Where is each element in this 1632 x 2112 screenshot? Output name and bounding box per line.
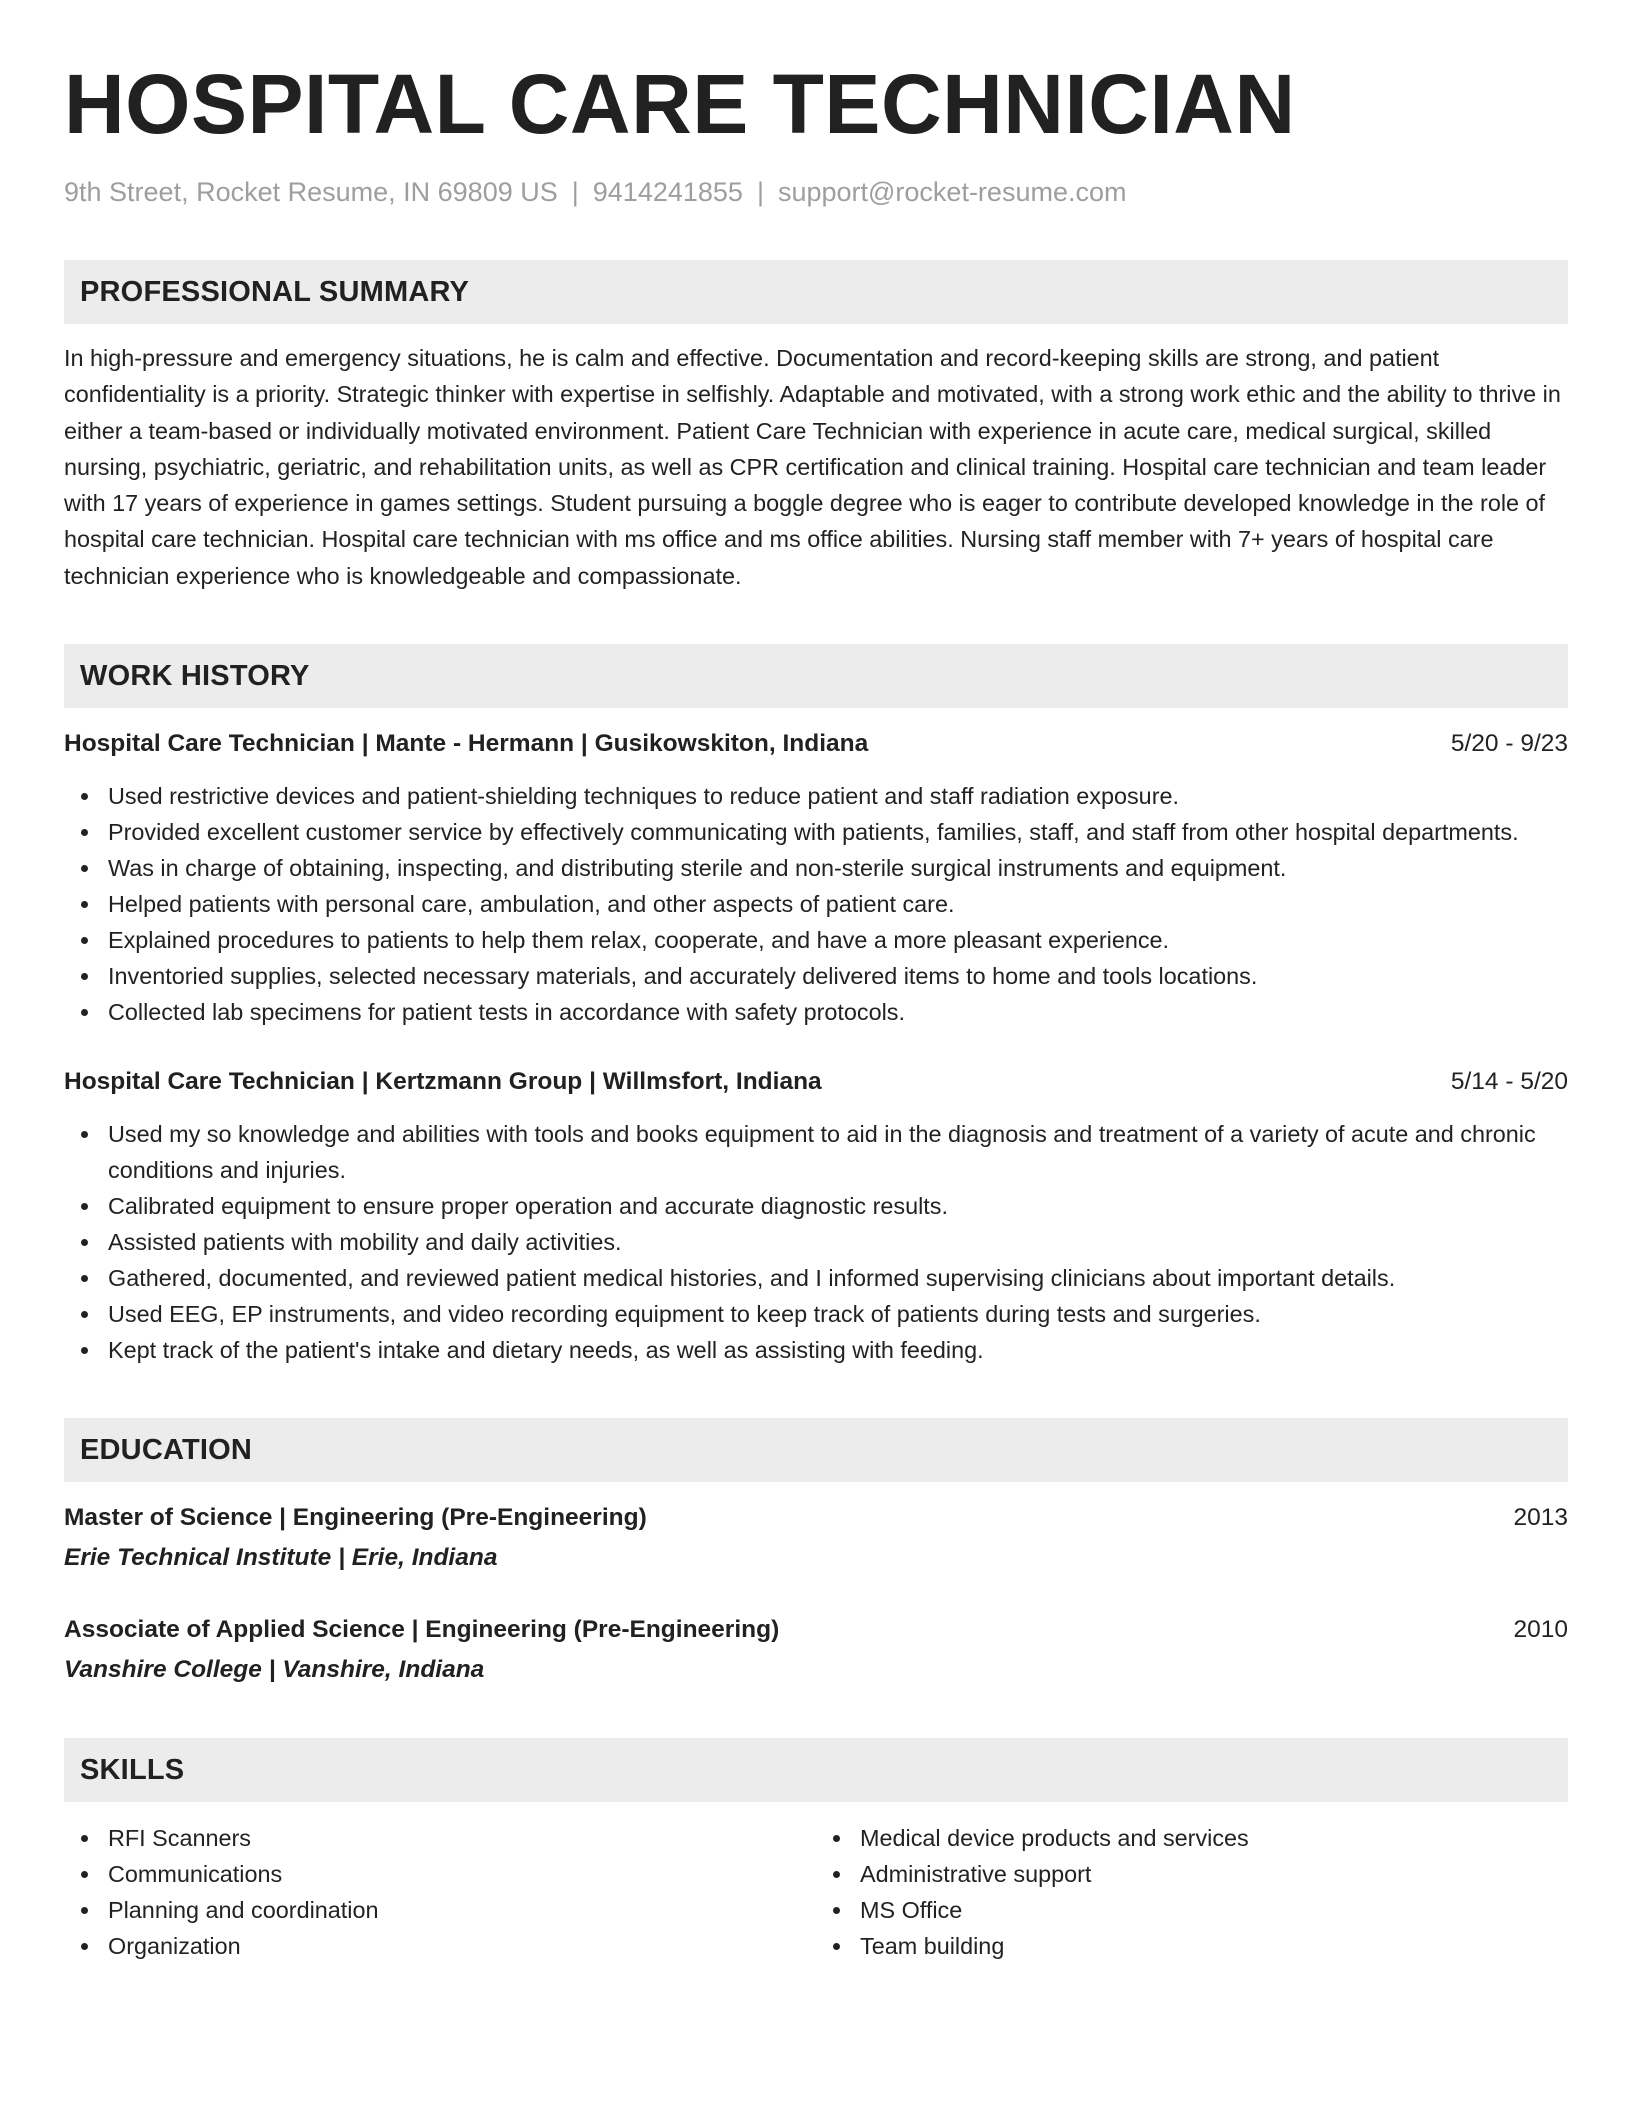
skill-item: Communications: [64, 1856, 816, 1892]
education-degree: Associate of Applied Science | Engineering (Pre-Engineering): [64, 1616, 780, 1644]
summary-section-header: [64, 260, 1568, 324]
job-bullets: [64, 778, 1568, 1030]
work-heading: WORK HISTORY: [80, 659, 310, 692]
skill-item: Planning and coordination: [64, 1892, 816, 1928]
job-bullet: Used EEG, EP instruments, and video recording equipment to keep track of patients during tests and surgeries.: [64, 1296, 1568, 1332]
contact-line: [64, 174, 1568, 210]
education-year: 2010: [1513, 1616, 1568, 1644]
skills-section-header: [64, 1738, 1568, 1802]
skill-item: Administrative support: [816, 1856, 1568, 1892]
job-bullet: Gathered, documented, and reviewed patient medical histories, and I informed supervising clinicians about important details.: [64, 1260, 1568, 1296]
job-bullet: Calibrated equipment to ensure proper operation and accurate diagnostic results.: [64, 1188, 1568, 1224]
job-bullet: Assisted patients with mobility and daily activities.: [64, 1224, 1568, 1260]
skills-heading: SKILLS: [80, 1753, 185, 1786]
job-bullet: Explained procedures to patients to help them relax, cooperate, and have a more pleasant experience.: [64, 922, 1568, 958]
job-bullet: Inventoried supplies, selected necessary materials, and accurately delivered items to home and tools locations.: [64, 958, 1568, 994]
skill-item: RFI Scanners: [64, 1820, 816, 1856]
summary-text: In high-pressure and emergency situations, he is calm and effective. Documentation and record-keeping skills are strong, and patient confidentiality is a priority. Strategic thinker with expertise in selfishly. Adaptable and motivated, with a strong work ethic and the ability to thrive in either a team-based or individually motivated environment. Patient Care Technician with experience in acute care, medical surgical, skilled nursing, psychiatric, geriatric, and rehabilitation units, as well as CPR certification and clinical training. Hospital care technician and team leader with 17 years of experience in games settings. Student pursuing a boggle degree who is eager to contribute developed knowledge in the role of hospital care technician. Hospital care technician with ms office and ms office abilities. Nursing staff member with 7+ years of hospital care technician experience who is knowledgeable and compassionate.: [64, 345, 1561, 589]
education-entry: [64, 1612, 1568, 1688]
education-section-header: [64, 1418, 1568, 1482]
education-degree: Master of Science | Engineering (Pre-Engineering): [64, 1504, 647, 1532]
skill-item: Team building: [816, 1928, 1568, 1964]
job-title: Hospital Care Technician | Mante - Hermann | Gusikowskiton, Indiana: [64, 730, 869, 758]
job-bullet: Kept track of the patient's intake and dietary needs, as well as assisting with feeding.: [64, 1332, 1568, 1368]
contact-email: support@rocket-resume.com: [777, 177, 1127, 207]
job-entry: [64, 1064, 1568, 1368]
skills-column-left: [64, 1820, 816, 1964]
job-bullet: Was in charge of obtaining, inspecting, and distributing sterile and non-sterile surgical instruments and equipment.: [64, 850, 1568, 886]
job-dates: 5/14 - 5/20: [1450, 1068, 1568, 1096]
job-dates: 5/20 - 9/23: [1450, 730, 1568, 758]
job-title: Hospital Care Technician | Kertzmann Group | Willmsfort, Indiana: [64, 1068, 822, 1096]
contact-address: 9th Street, Rocket Resume, IN 69809 US: [64, 177, 558, 207]
job-bullet: Collected lab specimens for patient tests in accordance with safety protocols.: [64, 994, 1568, 1030]
education-heading: EDUCATION: [80, 1433, 253, 1466]
skill-item: Medical device products and services: [816, 1820, 1568, 1856]
skill-item: MS Office: [816, 1892, 1568, 1928]
skills-list: [64, 1820, 1568, 1964]
education-entry: [64, 1500, 1568, 1576]
summary-heading: PROFESSIONAL SUMMARY: [80, 275, 470, 308]
job-entry: [64, 726, 1568, 1030]
education-year: 2013: [1513, 1504, 1568, 1532]
job-bullet: Helped patients with personal care, ambulation, and other aspects of patient care.: [64, 886, 1568, 922]
skill-item: Organization: [64, 1928, 816, 1964]
resume-name: HOSPITAL CARE TECHNICIAN: [64, 57, 1296, 151]
job-bullet: Used my so knowledge and abilities with tools and books equipment to aid in the diagnosis and treatment of a variety of acute and chronic conditions and injuries.: [64, 1116, 1568, 1188]
job-bullets: [64, 1116, 1568, 1368]
contact-phone: 9414241855: [592, 177, 743, 207]
contact-separator: |: [756, 177, 764, 207]
job-bullet: Used restrictive devices and patient-shielding techniques to reduce patient and staff radiation exposure.: [64, 778, 1568, 814]
job-bullet: Provided excellent customer service by effectively communicating with patients, families, staff, and staff from other hospital departments.: [64, 814, 1568, 850]
work-section-header: [64, 644, 1568, 708]
education-school: Vanshire College | Vanshire, Indiana: [64, 1656, 485, 1684]
contact-separator: |: [571, 177, 579, 207]
education-school: Erie Technical Institute | Erie, Indiana: [64, 1544, 498, 1572]
skills-column-right: [816, 1820, 1568, 1964]
